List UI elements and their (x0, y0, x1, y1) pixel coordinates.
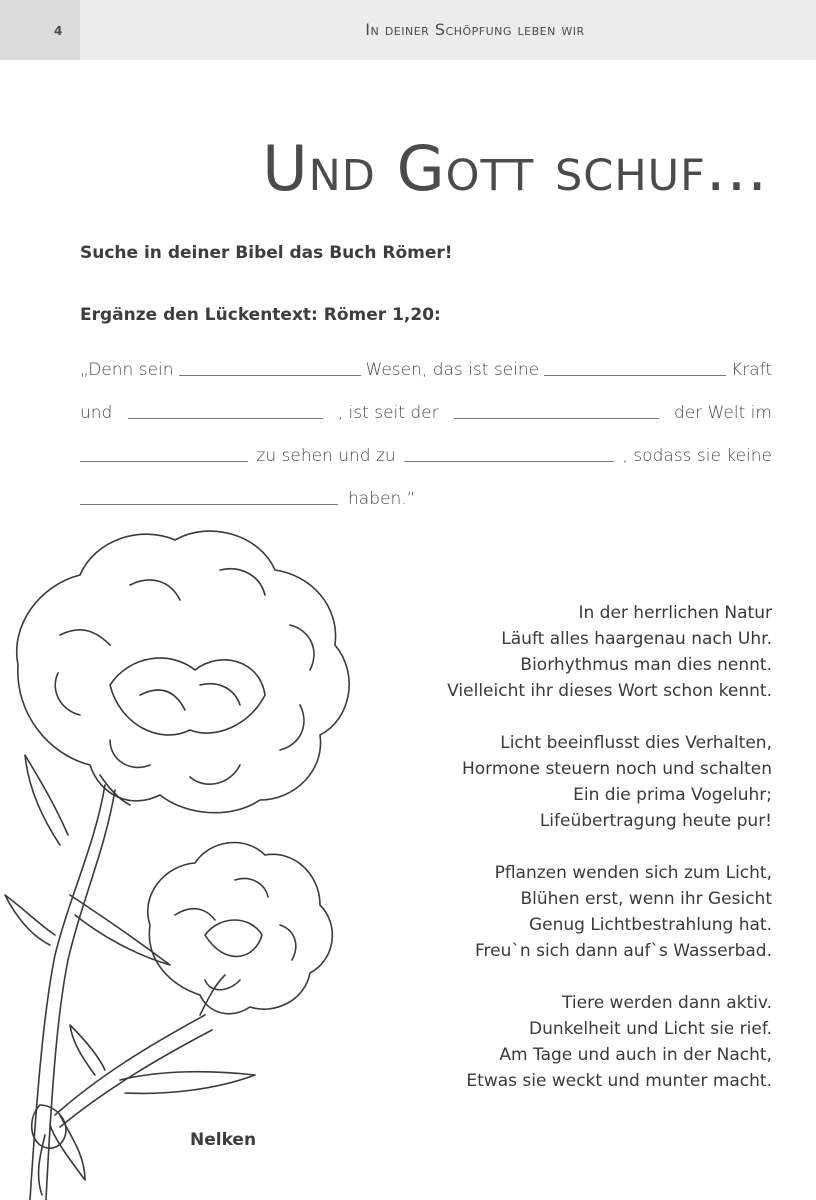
cloze-text: Wesen, das ist seine (365, 360, 540, 380)
poem-line: In der herrlichen Natur (578, 603, 772, 623)
cloze-blank[interactable] (179, 357, 361, 376)
poem-line: Dunkelheit und Licht sie rief. (529, 1019, 772, 1039)
illustration-caption: Nelken (190, 1130, 257, 1150)
poem-line: Vielleicht ihr dieses Wort schon kennt. (447, 681, 772, 701)
cloze-text: haben.“ (348, 489, 416, 509)
cloze-text: Kraft (731, 360, 772, 380)
cloze-text: und (80, 403, 113, 423)
page-number: 4 (54, 24, 63, 38)
poem-line: Genug Lichtbestrahlung hat. (528, 915, 772, 935)
poem-stanza (352, 990, 772, 1094)
poem-line: Tiere werden dann aktiv. (562, 993, 772, 1013)
cloze-text: , sodass sie keine (622, 446, 772, 466)
instruction-search-bible: Suche in deiner Bibel das Buch Römer! (80, 243, 453, 263)
cloze-blank[interactable] (454, 400, 659, 419)
cloze-blank[interactable] (80, 486, 338, 505)
cloze-line-1 (80, 354, 772, 380)
carnation-illustration (0, 515, 380, 1200)
cloze-line-3 (80, 440, 772, 466)
poem-stanza (352, 860, 772, 964)
running-title: In deiner Schöpfung leben wir (365, 20, 585, 39)
cloze-text: „Denn sein (80, 360, 174, 380)
poem-line: Blühen erst, wenn ihr Gesicht (520, 889, 772, 909)
page-number-box (0, 0, 80, 60)
cloze-blank[interactable] (544, 357, 726, 376)
cloze-text: zu sehen und zu (256, 446, 396, 466)
poem-line: Hormone steuern noch und schalten (461, 759, 772, 779)
poem-line: Lifeübertragung heute pur! (539, 811, 772, 831)
poem-stanza (352, 600, 772, 704)
poem-line: Freu`n sich dann auf`s Wasserbad. (475, 941, 772, 961)
poem-line: Läuft alles haargenau nach Uhr. (501, 629, 772, 649)
cloze-blank[interactable] (80, 443, 248, 462)
poem-stanza (352, 730, 772, 834)
poem-line: Biorhythmus man dies nennt. (520, 655, 772, 675)
cloze-line-4 (80, 483, 772, 509)
page-header (0, 0, 816, 60)
poem-line: Pflanzen wenden sich zum Licht, (494, 863, 772, 883)
cloze-line-2 (80, 397, 772, 423)
poem-line: Ein die prima Vogeluhr; (573, 785, 772, 805)
cloze-blank[interactable] (404, 443, 614, 462)
cloze-text: , ist seit der (337, 403, 439, 423)
page-title: Und Gott schuf... (262, 131, 768, 205)
instruction-fill-gaps: Ergänze den Lückentext: Römer 1,20: (80, 305, 441, 325)
cloze-blank[interactable] (128, 400, 323, 419)
poem (352, 600, 772, 1120)
cloze-text: der Welt im (673, 403, 772, 423)
poem-line: Etwas sie weckt und munter macht. (466, 1071, 772, 1091)
poem-line: Am Tage und auch in der Nacht, (499, 1045, 772, 1065)
poem-line: Licht beeinflusst dies Verhalten, (500, 733, 772, 753)
